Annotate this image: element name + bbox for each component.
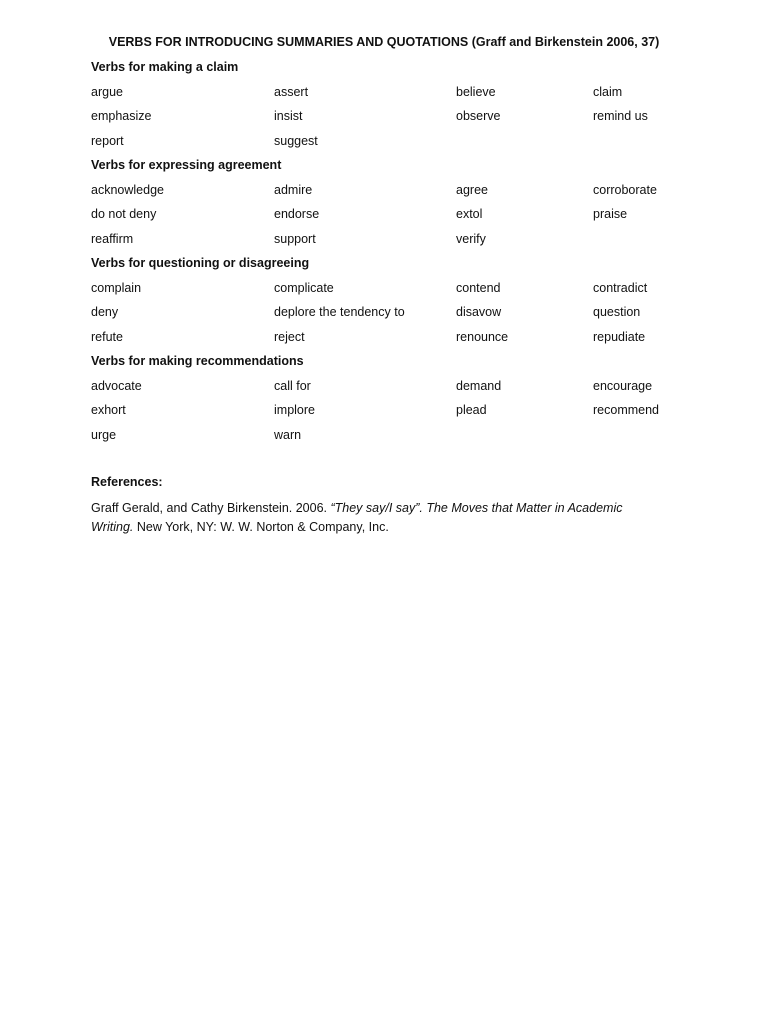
reference-publisher: New York, NY: W. W. Norton & Company, Inc. [133, 520, 389, 534]
verb: insist [274, 109, 303, 123]
verb: repudiate [593, 329, 646, 344]
verb: do not deny [91, 207, 157, 221]
section-expressing-agreement [91, 157, 711, 255]
verb: reaffirm [91, 231, 134, 246]
references-heading: References: [91, 475, 163, 489]
verb: suggest [274, 133, 318, 148]
verb-row [91, 231, 711, 256]
verb: exhort [91, 403, 126, 417]
verb: verify [456, 231, 486, 246]
verb: endorse [274, 207, 320, 221]
verb: claim [593, 84, 623, 99]
verb: implore [274, 403, 315, 417]
section-making-a-claim [91, 59, 711, 157]
verb: disavow [456, 305, 502, 319]
verb-row [91, 108, 711, 133]
verb: renounce [456, 329, 509, 344]
verb: recommend [593, 403, 659, 417]
verb: argue [91, 84, 123, 99]
section-heading: Verbs for making a claim [91, 60, 239, 74]
verb: observe [456, 109, 501, 123]
verb-row [91, 133, 711, 158]
verb-row [91, 304, 711, 329]
verb: extol [456, 207, 483, 221]
verb: deplore the tendency to [274, 305, 405, 319]
verb: encourage [593, 378, 653, 393]
section-heading: Verbs for expressing agreement [91, 158, 282, 172]
verb: support [274, 231, 316, 246]
verb: remind us [593, 109, 648, 123]
section-questioning-or-disagreeing [91, 255, 711, 353]
document-title: VERBS FOR INTRODUCING SUMMARIES AND QUOTATIONS (Graff and Birkenstein 2006, 37) [108, 35, 660, 49]
verb: advocate [91, 378, 142, 393]
reference-entry [91, 499, 661, 537]
verb: contend [456, 280, 501, 295]
verb: complicate [274, 280, 334, 295]
verb: complain [91, 280, 142, 295]
verb-row [91, 402, 711, 427]
verb: demand [456, 378, 502, 393]
verb-row [91, 280, 711, 305]
verb: emphasize [91, 109, 152, 123]
verb: praise [593, 207, 628, 221]
verb: plead [456, 403, 487, 417]
verb: reject [274, 329, 305, 344]
verb-row [91, 378, 711, 403]
verb: believe [456, 84, 496, 99]
verb: warn [274, 427, 302, 442]
verb-row [91, 182, 711, 207]
verb-row [91, 329, 711, 354]
verb: agree [456, 182, 488, 197]
verb: deny [91, 305, 119, 319]
reference-title: “They say/I say”. The Moves that Matter in Academic Writing. [91, 501, 623, 534]
verb: urge [91, 427, 117, 442]
verb: acknowledge [91, 182, 164, 197]
verb: question [593, 305, 641, 319]
section-making-recommendations [91, 353, 711, 451]
verb-row [91, 84, 711, 109]
section-heading: Verbs for making recommendations [91, 354, 304, 368]
verb: contradict [593, 280, 648, 295]
verb: assert [274, 84, 309, 99]
verb-row [91, 206, 711, 231]
verb: admire [274, 182, 313, 197]
verb: corroborate [593, 182, 657, 197]
verb: call for [274, 378, 311, 393]
reference-authors: Graff Gerald, and Cathy Birkenstein. 2006. [91, 501, 331, 515]
references-section [91, 474, 671, 537]
section-heading: Verbs for questioning or disagreeing [91, 256, 310, 270]
verb: refute [91, 329, 123, 344]
verb-row [91, 427, 711, 452]
verb: report [91, 133, 124, 148]
